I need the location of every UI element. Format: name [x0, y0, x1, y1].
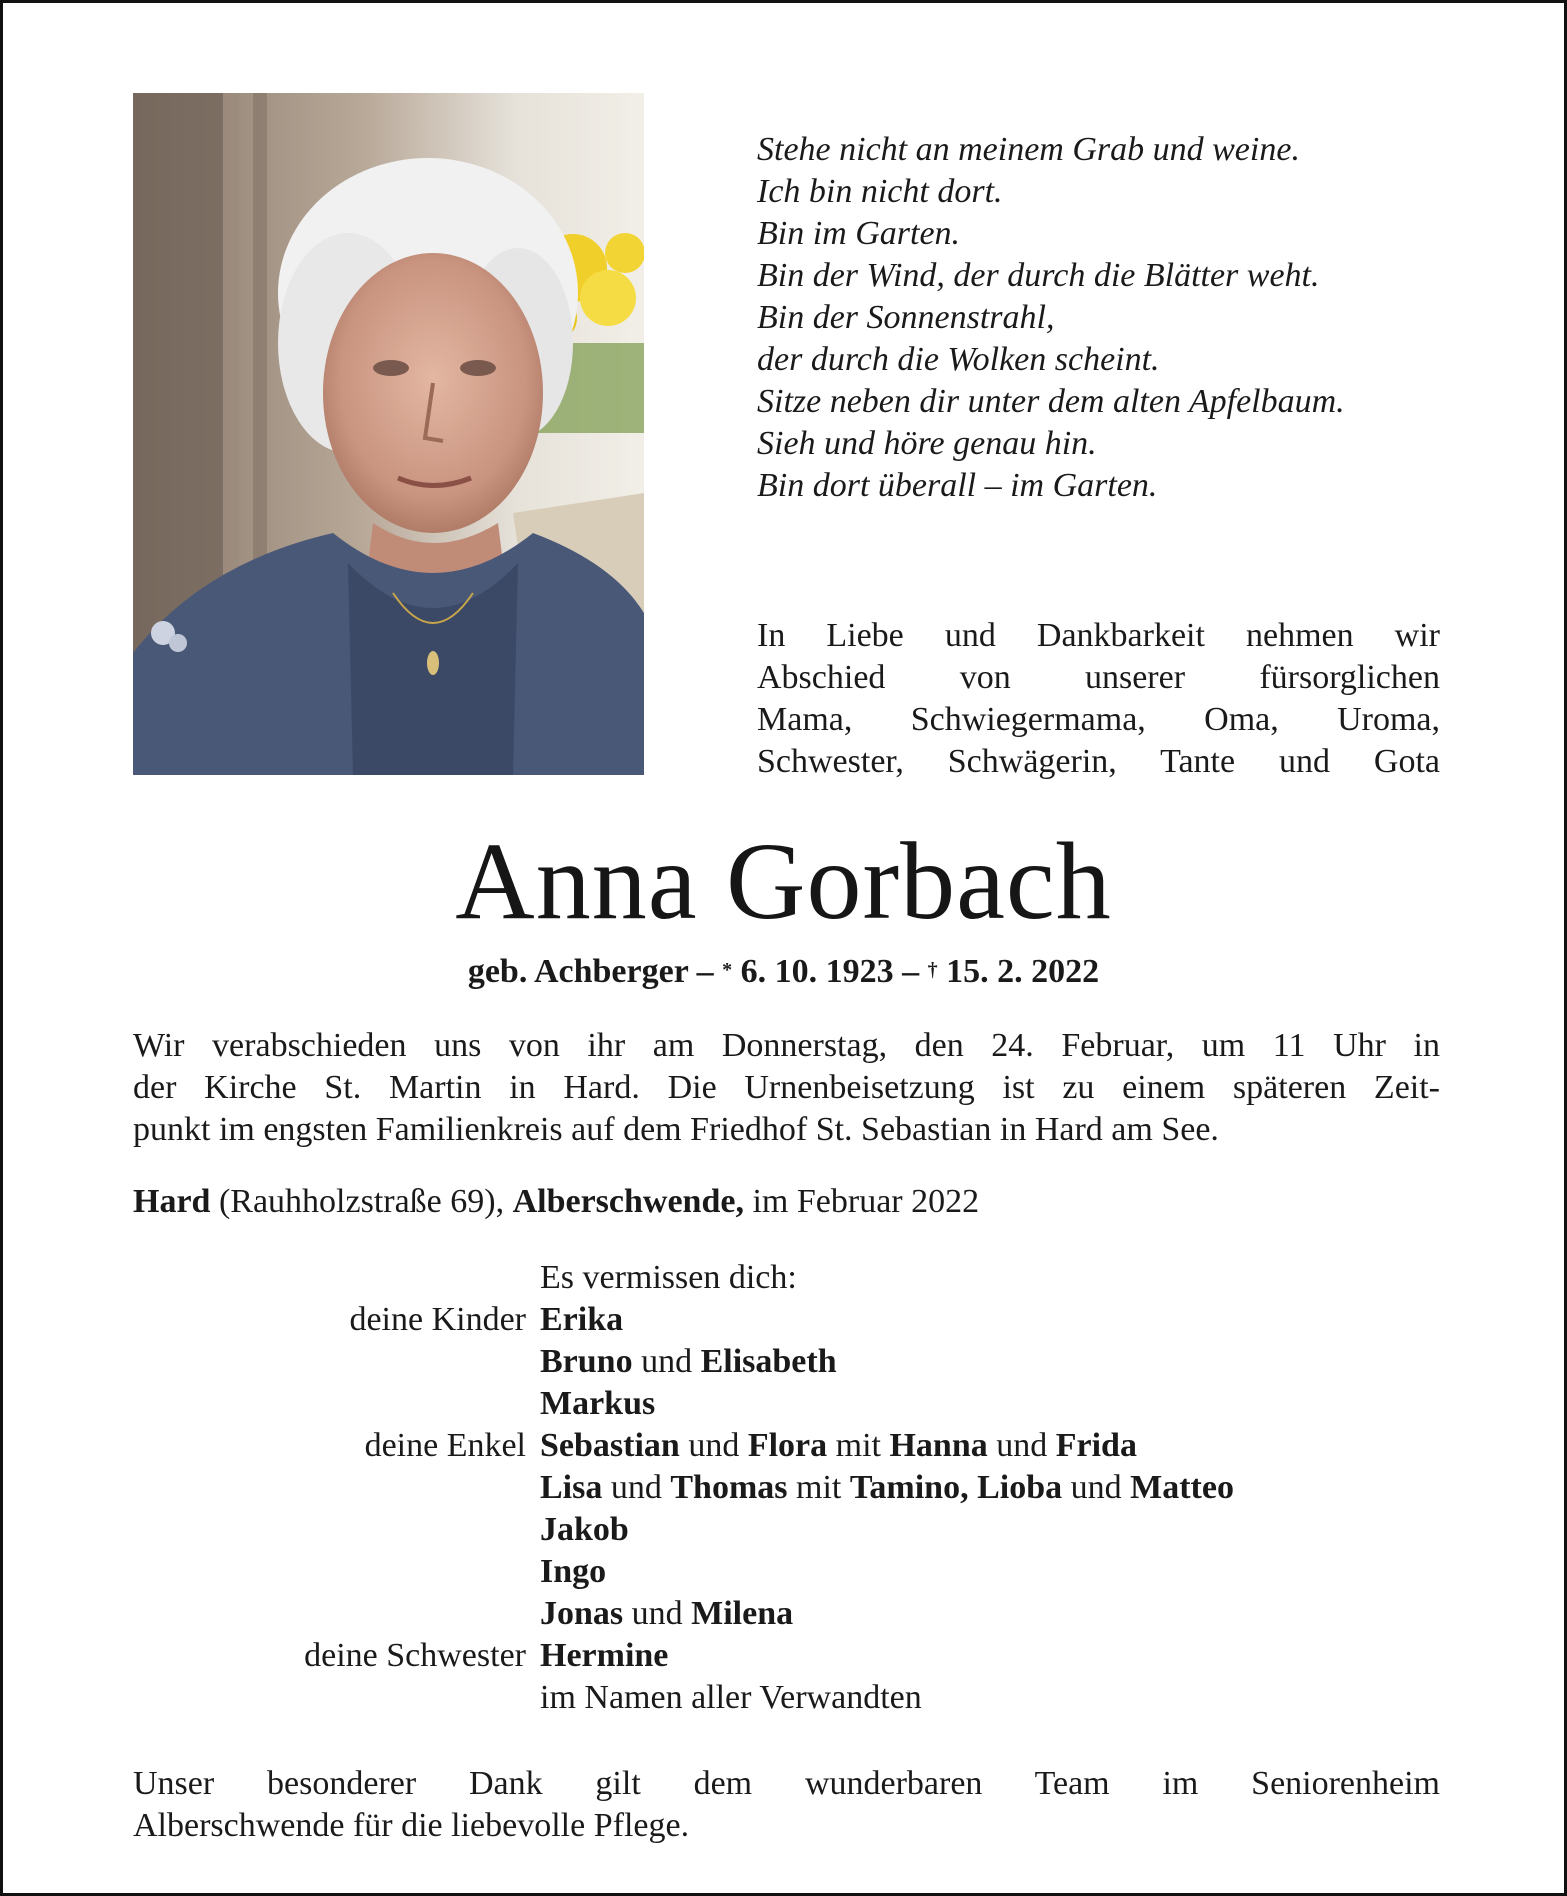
- conjunction: und: [1062, 1469, 1131, 1506]
- thanks-line: Alberschwende für die liebevolle Pflege.: [133, 1807, 690, 1844]
- mourner-name: Flora: [747, 1427, 828, 1464]
- mourner-name: Bruno: [540, 1343, 633, 1380]
- place-date: im Februar 2022: [743, 1183, 980, 1220]
- mourner-name: Milena: [691, 1595, 794, 1632]
- mourner-name: Hanna: [889, 1427, 988, 1464]
- grandchildren-label: deine Enkel: [364, 1427, 526, 1464]
- place-date-line: [133, 1181, 1440, 1223]
- conjunction: und: [632, 1343, 701, 1380]
- life-dates: [3, 951, 1564, 993]
- separator: –: [893, 953, 928, 990]
- poem-line: Sieh und höre genau hin.: [757, 425, 1097, 462]
- poem-line: Bin im Garten.: [757, 215, 961, 252]
- mourner-name: Ingo: [540, 1553, 607, 1590]
- mourner-name: Sebastian: [540, 1427, 680, 1464]
- thanks-line: Unser besonderer Dank gilt dem wunderbaren Team im Seniorenheim: [133, 1765, 1440, 1802]
- mourner-name: Lisa: [540, 1469, 603, 1506]
- mourner-name: Elisabeth: [700, 1343, 837, 1380]
- intro-line: Schwester, Schwägerin, Tante und Gota: [757, 743, 1440, 780]
- maiden-name: geb. Achberger: [467, 953, 689, 990]
- death-date: 15. 2. 2022: [937, 953, 1100, 990]
- portrait-photo: [133, 93, 644, 775]
- mourners-heading: Es vermissen dich:: [540, 1259, 797, 1296]
- conjunction: und: [623, 1595, 692, 1632]
- birth-star-icon: *: [722, 959, 733, 981]
- ceremony-line: Wir verabschieden uns von ihr am Donnerstag, den 24. Februar, um 11 Uhr in: [133, 1027, 1440, 1064]
- poem-line: Stehe nicht an meinem Grab und weine.: [757, 131, 1300, 168]
- poem: [757, 129, 1457, 507]
- deceased-name: Anna Gorbach: [455, 820, 1112, 942]
- poem-line: Bin dort überall – im Garten.: [757, 467, 1158, 504]
- conjunction: und: [987, 1427, 1056, 1464]
- mourner-name: Erika: [540, 1301, 624, 1338]
- address: (Rauhholzstraße 69),: [210, 1183, 513, 1220]
- mourner-name: Tamino, Lioba: [849, 1469, 1063, 1506]
- portrait-illustration: [133, 93, 644, 775]
- intro-line: Abschied von unserer fürsorglichen: [757, 659, 1440, 696]
- poem-line: der durch die Wolken scheint.: [757, 341, 1160, 378]
- children-label: deine Kinder: [349, 1301, 526, 1338]
- intro-line: In Liebe und Dankbarkeit nehmen wir: [757, 617, 1440, 654]
- conjunction: mit: [787, 1469, 850, 1506]
- ceremony-text: [133, 1025, 1440, 1151]
- intro-line: Mama, Schwiegermama, Oma, Uroma,: [757, 701, 1440, 738]
- conjunction: und: [602, 1469, 671, 1506]
- conjunction: mit: [827, 1427, 890, 1464]
- separator: –: [688, 953, 723, 990]
- mourner-name: Matteo: [1130, 1469, 1234, 1506]
- sister-label: deine Schwester: [304, 1637, 526, 1674]
- poem-line: Sitze neben dir unter dem alten Apfelbaum.: [757, 383, 1345, 420]
- thanks-text: [133, 1763, 1440, 1847]
- farewell-intro: [757, 615, 1440, 783]
- poem-line: Bin der Wind, der durch die Blätter weht.: [757, 257, 1320, 294]
- mourner-name: Thomas: [670, 1469, 788, 1506]
- mourner-name: Markus: [540, 1385, 656, 1422]
- town-hard: Hard: [133, 1183, 211, 1220]
- mourner-name: Jakob: [540, 1511, 629, 1548]
- mourner-name: Jonas: [540, 1595, 624, 1632]
- relatives-note: im Namen aller Verwandten: [540, 1679, 922, 1716]
- mourner-name: Hermine: [540, 1637, 669, 1674]
- poem-line: Bin der Sonnenstrahl,: [757, 299, 1055, 336]
- mourner-name: Frida: [1055, 1427, 1137, 1464]
- conjunction: und: [679, 1427, 748, 1464]
- poem-line: Ich bin nicht dort.: [757, 173, 1003, 210]
- ceremony-line: punkt im engsten Familienkreis auf dem Friedhof St. Sebastian in Hard am See.: [133, 1111, 1219, 1148]
- mourners-list: [133, 1257, 1440, 1719]
- town-alberschwende: Alberschwende,: [512, 1183, 744, 1220]
- ceremony-line: der Kirche St. Martin in Hard. Die Urnenbeisetzung ist zu einem späteren Zeit-: [133, 1069, 1440, 1106]
- death-cross-icon: †: [927, 959, 938, 981]
- birth-date: 6. 10. 1923: [732, 953, 894, 990]
